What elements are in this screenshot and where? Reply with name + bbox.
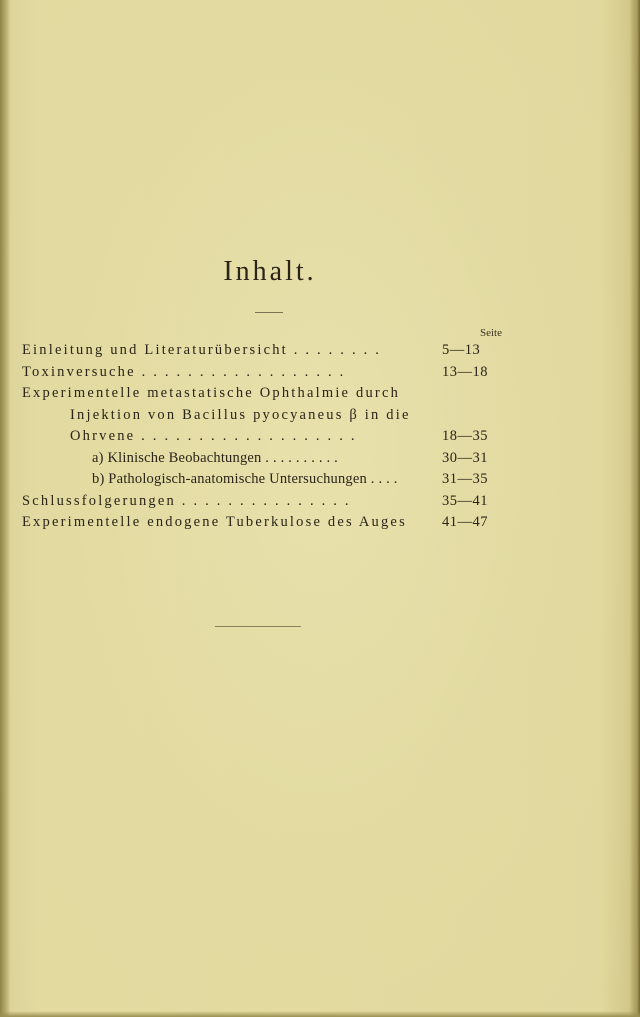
toc-entry-title: a) Klinische Beobachtungen . . . . . . . . . .: [92, 449, 338, 466]
end-divider: [215, 626, 301, 627]
toc-entry: [22, 383, 512, 405]
toc-entry: [22, 340, 512, 362]
toc-entry-title: Experimentelle metastatische Ophthalmie durch: [22, 385, 401, 401]
toc-entry-pages: 31—35: [442, 471, 488, 487]
toc-entry-pages: 5—13: [442, 342, 481, 358]
page-column-label: Seite: [480, 327, 502, 339]
title-divider: [255, 312, 283, 313]
table-of-contents: [22, 340, 512, 534]
toc-entry-title: Ohrvene . . . . . . . . . . . . . . . . . . .: [70, 428, 357, 444]
toc-entry: [22, 469, 512, 491]
toc-entry-pages: 30—31: [442, 449, 488, 466]
page-bottom-edge: [0, 1011, 640, 1017]
toc-entry: [22, 491, 512, 513]
page-edge-shadow: [630, 0, 640, 1017]
toc-entry: [22, 362, 512, 384]
toc-entry: [22, 405, 512, 427]
toc-entry: [22, 426, 512, 448]
page-binding-shadow: [0, 0, 10, 1017]
toc-entry-title: Einleitung und Literaturübersicht . . . . . . . .: [22, 342, 382, 358]
toc-entry-pages: 13—18: [442, 363, 488, 380]
toc-entry-pages: 35—41: [442, 492, 488, 509]
toc-entry-title: Injektion von Bacillus pyocyaneus β in die: [70, 406, 411, 423]
toc-entry: [22, 512, 512, 534]
toc-entry-title: Toxinversuche . . . . . . . . . . . . . . . . . .: [22, 363, 346, 380]
toc-entry-title: b) Pathologisch-anatomische Untersuchungen . . . .: [92, 471, 398, 487]
toc-entry: [22, 448, 512, 470]
toc-entry-title: Experimentelle endogene Tuberkulose des Auges: [22, 514, 407, 530]
toc-entry-pages: 41—47: [442, 514, 488, 530]
page-title: Inhalt.: [223, 256, 317, 287]
toc-entry-pages: 18—35: [442, 428, 488, 444]
toc-entry-title: Schlussfolgerungen . . . . . . . . . . . . . . .: [22, 492, 351, 509]
